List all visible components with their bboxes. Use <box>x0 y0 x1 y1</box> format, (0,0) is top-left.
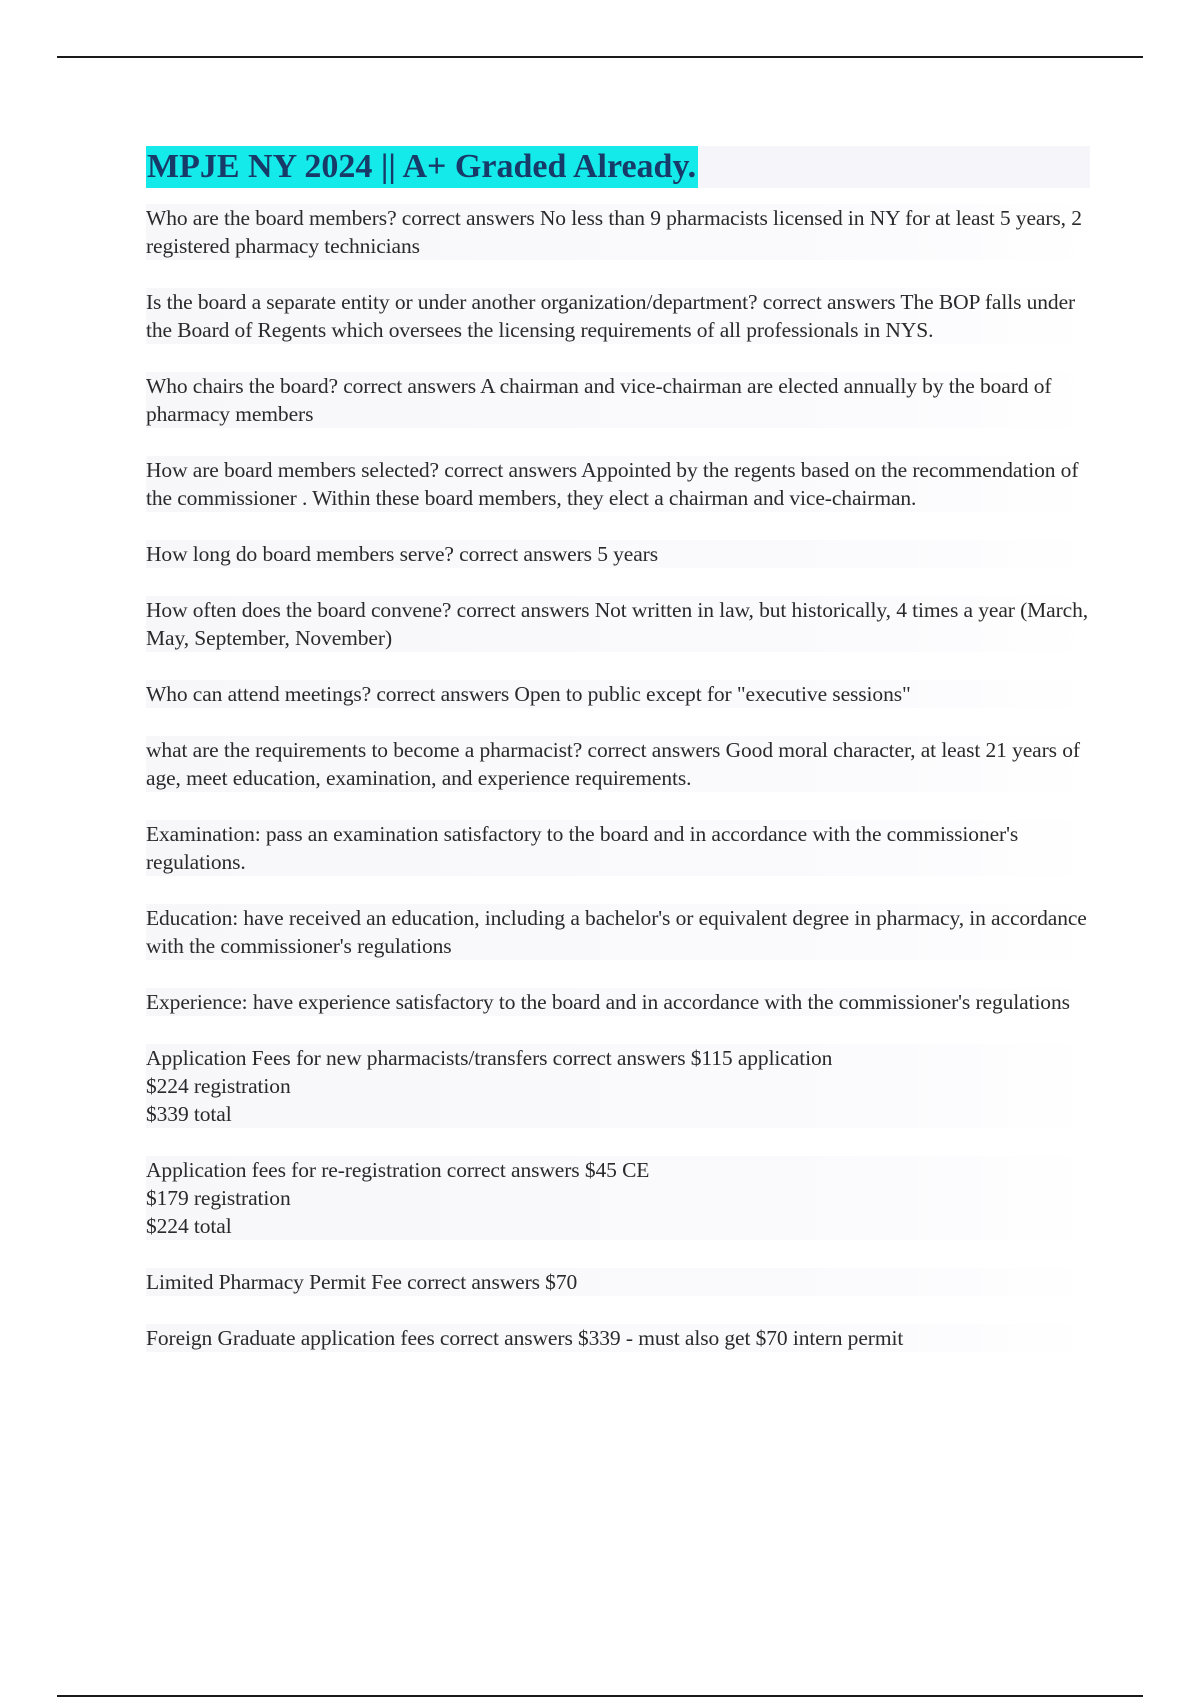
qa-entry: what are the requirements to become a pharmacist? correct answers Good moral character, at least 21 years of age, meet education, examination, and experience requirements. <box>146 736 1090 792</box>
qa-entry: Application fees for re-registration correct answers $45 CE $179 registration $224 total <box>146 1156 1090 1240</box>
qa-entry: Limited Pharmacy Permit Fee correct answers $70 <box>146 1268 1090 1296</box>
bottom-rule <box>57 1695 1143 1697</box>
qa-entry: Examination: pass an examination satisfactory to the board and in accordance with the commissioner's regulations. <box>146 820 1090 876</box>
qa-entry: Foreign Graduate application fees correct answers $339 - must also get $70 intern permit <box>146 1324 1090 1352</box>
qa-entry: Application Fees for new pharmacists/transfers correct answers $115 application $224 registration $339 total <box>146 1044 1090 1128</box>
qa-entry: Who can attend meetings? correct answers Open to public except for "executive sessions" <box>146 680 1090 708</box>
qa-entry: Experience: have experience satisfactory to the board and in accordance with the commissioner's regulations <box>146 988 1090 1016</box>
qa-entry: Is the board a separate entity or under another organization/department? correct answers The BOP falls under the Board of Regents which oversees the licensing requirements of all professionals in NYS. <box>146 288 1090 344</box>
qa-entry: Who chairs the board? correct answers A chairman and vice-chairman are elected annually by the board of pharmacy members <box>146 372 1090 428</box>
qa-entry: Education: have received an education, including a bachelor's or equivalent degree in pharmacy, in accordance with the commissioner's regulations <box>146 904 1090 960</box>
document-title: MPJE NY 2024 || A+ Graded Already. <box>146 146 698 188</box>
qa-list <box>146 204 1090 1352</box>
qa-entry: How long do board members serve? correct answers 5 years <box>146 540 1090 568</box>
qa-entry: How often does the board convene? correct answers Not written in law, but historically, 4 times a year (March, May, September, November) <box>146 598 1089 650</box>
qa-entry: How are board members selected? correct answers Appointed by the regents based on the recommendation of the commissioner . Within these board members, they elect a chairman and vice-chairman. <box>146 456 1090 512</box>
qa-entry: Who are the board members? correct answers No less than 9 pharmacists licensed in NY for at least 5 years, 2 registered pharmacy technicians <box>146 204 1090 260</box>
title-band <box>146 146 1090 188</box>
top-rule <box>57 56 1143 58</box>
document-page <box>146 146 1090 1380</box>
